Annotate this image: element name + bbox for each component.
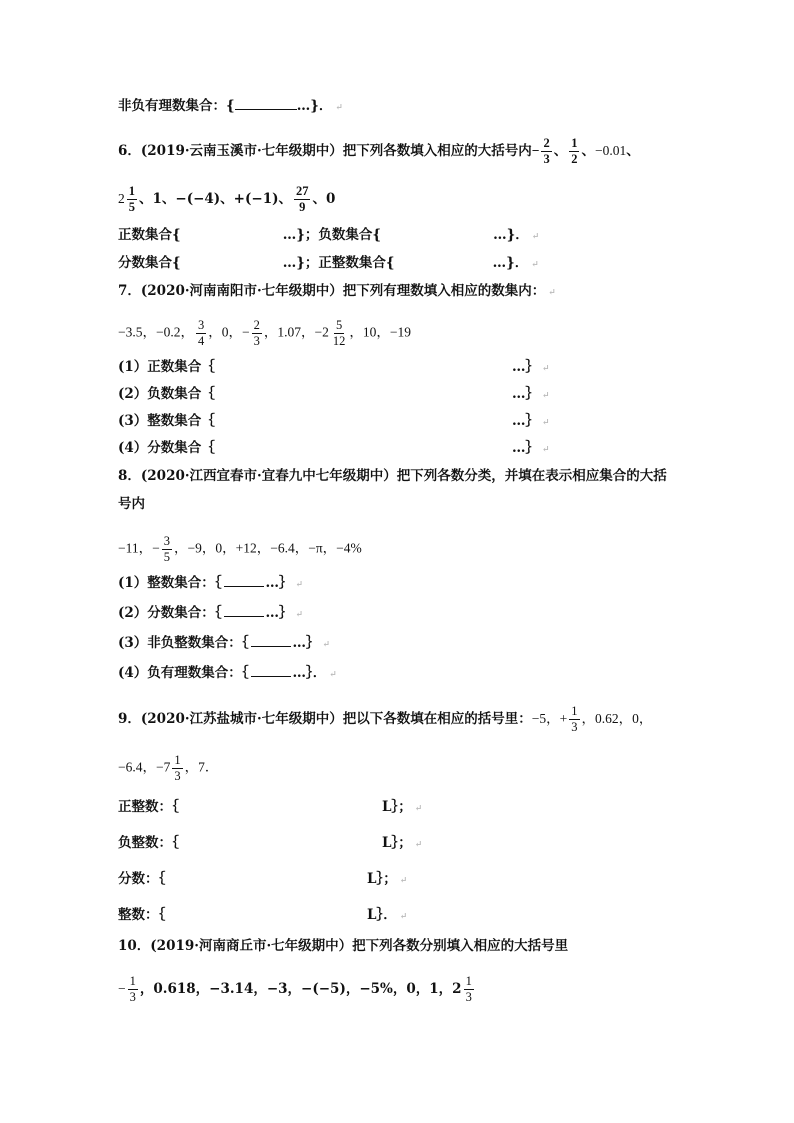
- q10-numbers: [118, 974, 476, 1005]
- q8-item-4: (4）负有理数集合：｛ …｝． ↵: [118, 665, 337, 681]
- denominator: 9: [299, 200, 306, 214]
- denominator: 5: [163, 550, 170, 564]
- fraction: [127, 184, 137, 215]
- numbers-text: −6.4，−7: [118, 759, 171, 775]
- q7-title: 7．(2020·河南南阳市·七年级期中）把下列有理数填入相应的数集内：: [118, 283, 546, 299]
- q9-item-2-close: L｝； ↵: [382, 835, 423, 851]
- numerator: 5: [335, 318, 343, 332]
- denominator: 4: [197, 334, 205, 348]
- brace-close: …}．: [493, 227, 529, 243]
- q7-heading: 7．(2020·河南南阳市·七年级期中）把下列有理数填入相应的数集内： ↵: [118, 283, 556, 299]
- set-label: (1）整数集合：｛: [118, 575, 222, 591]
- numbers-end: 、0: [312, 191, 336, 207]
- numerator: 27: [295, 184, 309, 198]
- numbers-text: −5，+: [531, 711, 568, 726]
- numerator: 1: [465, 974, 472, 988]
- set-label: 负数集合{: [318, 227, 382, 243]
- numerator: 1: [174, 753, 181, 767]
- q9-item-2: [118, 833, 179, 853]
- set-label: 正整数集合{: [318, 255, 395, 271]
- q7-item-1-close: …｝ ↵: [512, 359, 550, 375]
- brace-close: …｝: [512, 413, 539, 429]
- numerator: 1: [129, 974, 136, 988]
- q8-heading: [118, 466, 667, 486]
- q9-item-3-close: L｝； ↵: [367, 871, 408, 887]
- denominator: 3: [129, 990, 136, 1004]
- set-label: 整数：｛: [118, 907, 166, 923]
- separator: 、: [581, 143, 595, 159]
- q7-item-2: [118, 384, 215, 404]
- q8-item-2: (2）分数集合：｛ …｝ ↵: [118, 605, 304, 621]
- fraction: [196, 318, 206, 349]
- numbers-text: ，7．: [184, 759, 219, 775]
- separator: 、: [626, 143, 640, 159]
- q6-title: 6．(2019·云南玉溪市·七年级期中）把下列各数填入相应的大括号内: [118, 143, 532, 159]
- numbers-text: ，−9，0，+12，−6.4，−π，−4%: [173, 540, 362, 556]
- q8-heading-line2: [118, 494, 145, 514]
- brace-close: …｝: [512, 359, 539, 375]
- denominator: 12: [332, 334, 346, 348]
- q9-item-1-close: L｝； ↵: [382, 799, 423, 815]
- numbers-text: −3.5，−0.2，: [118, 324, 194, 340]
- q6-numbers: [118, 184, 335, 215]
- q6-heading: [118, 136, 640, 167]
- minus-sign: −: [118, 981, 126, 996]
- brace-close: L｝；: [382, 835, 412, 851]
- separator: 、: [553, 143, 568, 159]
- numerator: 1: [571, 704, 578, 718]
- brace-close: …}．: [296, 98, 333, 114]
- q7-item-3: [118, 411, 215, 431]
- set-label: (3）整数集合｛: [118, 413, 215, 429]
- brace-close: …｝．: [292, 665, 327, 681]
- denominator: 3: [253, 334, 260, 348]
- q9-item-1: [118, 797, 179, 817]
- brace-close: L｝．: [367, 907, 397, 923]
- mixed-whole: 2: [118, 191, 125, 206]
- set-label: 分数集合{: [118, 255, 181, 271]
- numerator: 2: [543, 136, 550, 150]
- numerator: 3: [197, 318, 205, 332]
- nonneg-rational-set-line: 非负有理数集合：{ …}． ↵: [118, 98, 343, 114]
- numbers-text: −11，−: [118, 540, 160, 556]
- numerator: 2: [253, 318, 260, 332]
- brace-close: …}；: [282, 227, 319, 243]
- brace-close: …}．: [492, 255, 529, 271]
- q7-item-2-close: …｝ ↵: [512, 386, 550, 402]
- brace-close: …｝: [512, 440, 539, 456]
- denominator: 2: [571, 152, 578, 166]
- q9-numbers: [118, 753, 218, 784]
- fraction: [541, 136, 551, 167]
- brace-close: L｝；: [382, 799, 412, 815]
- q8-item-1: (1）整数集合：｛ …｝ ↵: [118, 575, 304, 591]
- numbers-text: ，1.07，−2: [263, 324, 329, 340]
- numerator: 1: [128, 184, 135, 198]
- q9-item-4: [118, 905, 165, 925]
- minus-sign: −: [531, 143, 540, 158]
- q8-title-cont: 号内: [118, 496, 145, 512]
- set-label: (3）非负整数集合：｛: [118, 635, 249, 651]
- set-label: 分数：｛: [118, 871, 166, 887]
- numerator: 1: [571, 136, 578, 150]
- fraction: [172, 753, 182, 784]
- set-label: (2）分数集合：｛: [118, 605, 222, 621]
- set-label: (4）负有理数集合：｛: [118, 665, 249, 681]
- denominator: 3: [465, 990, 472, 1004]
- fraction: [294, 184, 311, 215]
- q7-item-4: [118, 438, 215, 458]
- numbers-text: ，10，−19: [349, 324, 411, 340]
- brace-close: …｝: [265, 605, 293, 621]
- numbers-text: ，0.62，0，: [581, 711, 653, 726]
- q9-item-4-close: L｝． ↵: [367, 907, 408, 923]
- denominator: 3: [543, 152, 550, 166]
- set-label: (4）分数集合｛: [118, 440, 215, 456]
- fraction: [464, 974, 474, 1005]
- numbers-text: ，0，−: [208, 324, 250, 340]
- brace-close: …}；: [282, 255, 319, 271]
- number: −0.01: [594, 143, 627, 158]
- q8-item-3: (3）非负整数集合：｛ …｝ ↵: [118, 635, 331, 651]
- denominator: 3: [571, 720, 578, 734]
- q7-item-4-close: …｝ ↵: [512, 440, 550, 456]
- brace-close: …｝: [292, 635, 320, 651]
- brace-close: L｝；: [367, 871, 397, 887]
- numerator: 3: [163, 534, 170, 548]
- q10-title: 10．(2019·河南商丘市·七年级期中）把下列各数分别填入相应的大括号里: [118, 938, 569, 954]
- brace-close: …｝: [265, 575, 293, 591]
- q7-item-3-close: …｝ ↵: [512, 413, 550, 429]
- q7-item-1: [118, 357, 215, 377]
- q9-item-3: [118, 869, 165, 889]
- q7-numbers: [118, 318, 411, 349]
- set-label: 负整数：｛: [118, 835, 179, 851]
- set-label: (1）正数集合｛: [118, 359, 215, 375]
- q8-numbers: [118, 534, 362, 565]
- q6-set-row-1: 正数集合{ …}；负数集合{ …}． ↵: [118, 227, 540, 243]
- answer-blank[interactable]: [235, 96, 297, 110]
- answer-blank[interactable]: [251, 633, 291, 647]
- set-label: 正数集合{: [118, 227, 181, 243]
- answer-blank[interactable]: [251, 663, 291, 677]
- q9-title: 9．(2020·江苏盐城市·七年级期中）把以下各数填在相应的括号里：: [118, 711, 532, 727]
- answer-blank[interactable]: [224, 603, 264, 617]
- q10-heading: [118, 936, 568, 956]
- fraction: [331, 318, 348, 349]
- brace-close: …｝: [512, 386, 539, 402]
- numbers-text: 、1、−(−4)、+(−1)、: [139, 191, 292, 207]
- set-label: (2）负数集合｛: [118, 386, 215, 402]
- set-label: 正整数：｛: [118, 799, 179, 815]
- numbers-text: ，0.618，−3.14，−3，−(−5)，−5%，0，1，2: [139, 981, 462, 997]
- brace-open: {: [226, 98, 235, 114]
- fraction: [162, 534, 172, 565]
- fraction: [128, 974, 138, 1005]
- fraction: [252, 318, 262, 349]
- answer-blank[interactable]: [224, 573, 264, 587]
- denominator: 3: [174, 769, 181, 783]
- denominator: 5: [128, 200, 135, 214]
- q9-heading: [118, 704, 652, 735]
- q6-set-row-2: 分数集合{ …}；正整数集合{ …}． ↵: [118, 255, 539, 271]
- set-label: 非负有理数集合：: [118, 98, 226, 114]
- fraction: [569, 136, 579, 167]
- fraction: [569, 704, 579, 735]
- q8-title: 8．(2020·江西宜春市·宜春九中七年级期中）把下列各数分类，并填在表示相应集合的大括: [118, 468, 667, 484]
